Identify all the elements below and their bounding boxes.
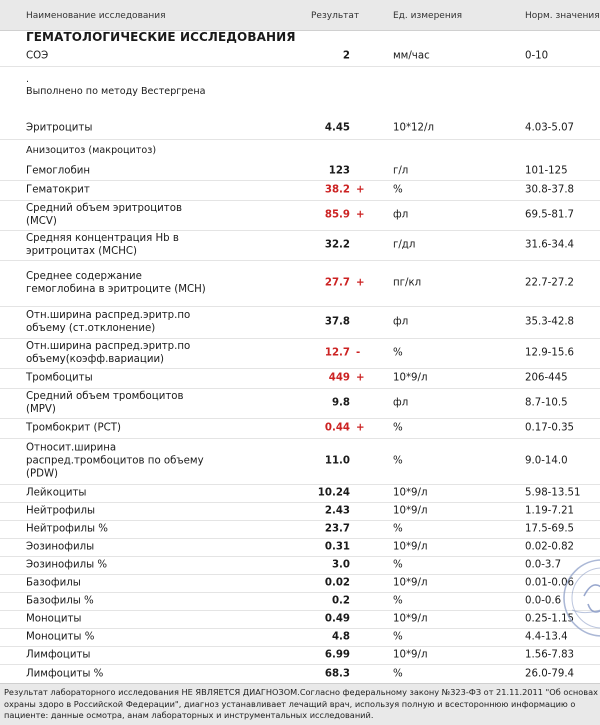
test-result: 32.2: [324, 239, 350, 251]
test-unit: 10*9/л: [393, 541, 428, 553]
test-norm: 5.98-13.51: [525, 487, 581, 499]
header-result: Результат: [311, 11, 360, 21]
test-norm: 9.0-14.0: [525, 455, 568, 467]
disclaimer-footer: [0, 683, 600, 725]
test-unit: фл: [393, 397, 409, 409]
test-unit: %: [393, 184, 403, 196]
table-row: [0, 538, 600, 557]
table-row: [0, 117, 600, 140]
test-result: 10.24: [317, 487, 350, 499]
test-name: Моноциты %: [26, 631, 95, 643]
table-row: [0, 230, 600, 261]
abnormal-flag: +: [356, 209, 365, 221]
test-name: Эозинофилы %: [26, 559, 108, 571]
note-dot: .: [26, 74, 30, 85]
test-name: Лимфоциты %: [26, 668, 104, 680]
test-unit: г/дл: [393, 239, 416, 251]
abnormal-flag: +: [356, 277, 365, 289]
abnormal-flag: -: [356, 347, 361, 359]
test-unit: фл: [393, 209, 409, 221]
test-norm: 8.7-10.5: [525, 397, 568, 409]
table-row: [0, 556, 600, 575]
test-name: Гемоглобин: [26, 165, 91, 177]
test-unit: %: [393, 455, 403, 467]
test-norm: 0.0-3.7: [525, 559, 562, 571]
table-row: [0, 338, 600, 369]
test-result: 2.43: [324, 505, 350, 517]
test-unit: %: [393, 422, 403, 434]
test-norm: 1.56-7.83: [525, 649, 575, 661]
test-result: 0.02: [324, 577, 350, 589]
test-result: 0.31: [324, 541, 350, 553]
test-result: 11.0: [324, 455, 350, 467]
test-result: 0.44: [324, 422, 350, 434]
test-unit: 10*9/л: [393, 577, 428, 589]
test-unit: 10*9/л: [393, 487, 428, 499]
abnormal-flag: +: [356, 184, 365, 196]
test-result: 449: [328, 372, 350, 384]
test-norm: 0.01-0.06: [525, 577, 575, 589]
test-name: Средний объем тромбоцитов (MPV): [26, 391, 184, 415]
test-name: СОЭ: [26, 50, 49, 62]
test-unit: %: [393, 559, 403, 571]
test-norm: 35.3-42.8: [525, 316, 575, 328]
table-row: [0, 180, 600, 201]
test-name: Средняя концентрация Hb в эритроцитах (MCHC): [26, 233, 179, 257]
test-result: 6.99: [324, 649, 350, 661]
test-norm: 69.5-81.7: [525, 209, 575, 221]
test-unit: %: [393, 347, 403, 359]
table-row: [0, 162, 600, 181]
test-result: 85.9: [324, 209, 350, 221]
stamp-seal: [556, 552, 600, 642]
table-row: [0, 502, 600, 521]
test-result: 0.2: [331, 595, 350, 607]
test-unit: 10*9/л: [393, 649, 428, 661]
header-norm: Норм. значения: [525, 11, 600, 21]
test-name: Относит.ширина распред.тромбоцитов по объему (PDW): [26, 442, 204, 480]
table-row: [0, 418, 600, 439]
test-unit: пг/кл: [393, 277, 422, 289]
table-row: [0, 574, 600, 593]
test-unit: 10*9/л: [393, 613, 428, 625]
test-unit: %: [393, 631, 403, 643]
table-row: [0, 520, 600, 539]
table-header: [0, 0, 600, 31]
test-name: Эозинофилы: [26, 541, 95, 553]
test-norm: 12.9-15.6: [525, 347, 575, 359]
test-result: 0.49: [324, 613, 350, 625]
table-row: [0, 592, 600, 611]
test-result: 27.7: [324, 277, 350, 289]
table-row: [0, 438, 600, 485]
test-unit: мм/час: [393, 50, 430, 62]
test-name: Тромбоциты: [26, 372, 93, 384]
test-norm: 17.5-69.5: [525, 523, 575, 535]
test-norm: 0.25-1.15: [525, 613, 575, 625]
table-row: [0, 610, 600, 629]
table-row: [0, 664, 600, 685]
test-unit: г/л: [393, 165, 409, 177]
header-unit: Ед. измерения: [393, 11, 462, 21]
test-result: 37.8: [324, 316, 350, 328]
table-row: [0, 484, 600, 503]
table-row: [0, 306, 600, 339]
test-result: 123: [328, 165, 350, 177]
test-norm: 0.17-0.35: [525, 422, 575, 434]
section-title: ГЕМАТОЛОГИЧЕСКИЕ ИССЛЕДОВАНИЯ: [26, 30, 296, 44]
test-norm: 101-125: [525, 165, 568, 177]
test-norm: 31.6-34.4: [525, 239, 575, 251]
test-name: Средний объем эритроцитов (MCV): [26, 203, 182, 227]
header-name: Наименование исследования: [26, 11, 166, 21]
test-result: 4.8: [331, 631, 350, 643]
test-name: Тромбокрит (PCT): [26, 422, 121, 434]
test-unit: %: [393, 668, 403, 680]
test-result: 4.45: [324, 122, 350, 134]
test-norm: 1.19-7.21: [525, 505, 575, 517]
disclaimer-text: Результат лабораторного исследования НЕ ЯВЛЯЕТСЯ ДИАГНОЗОМ.Согласно федеральному закону №323-ФЗ от 21.11.2011 "Об основах охраны здоро в Российской Федерации", диагноз устанавливает лечащий врач, используя полную и всестороннюю информацию о пациенте: данные осмотра, анам лабораторных и инструментальных исследований.: [4, 687, 598, 720]
table-row: [0, 646, 600, 665]
test-unit: 10*9/л: [393, 372, 428, 384]
test-name: Моноциты: [26, 613, 82, 625]
note-anisocytosis: Анизоцитоз (макроцитоз): [26, 145, 157, 156]
table-row: [0, 628, 600, 647]
table-row: [0, 368, 600, 389]
test-name: Базофилы: [26, 577, 81, 589]
test-name: Гематокрит: [26, 184, 90, 196]
test-norm: 0.0-0.6: [525, 595, 562, 607]
test-name: Отн.ширина распред.эритр.по объему (ст.отклонение): [26, 310, 191, 334]
test-name: Отн.ширина распред.эритр.по объему(коэфф.вариации): [26, 341, 191, 365]
test-name: Базофилы %: [26, 595, 94, 607]
test-result: 3.0: [331, 559, 350, 571]
abnormal-flag: +: [356, 372, 365, 384]
test-norm: 4.03-5.07: [525, 122, 575, 134]
test-norm: 30.8-37.8: [525, 184, 575, 196]
test-unit: фл: [393, 316, 409, 328]
test-name: Лимфоциты: [26, 649, 91, 661]
test-unit: %: [393, 595, 403, 607]
note-method: Выполнено по методу Вестергрена: [26, 86, 206, 97]
test-norm: 22.7-27.2: [525, 277, 575, 289]
test-result: 12.7: [324, 347, 350, 359]
test-unit: %: [393, 523, 403, 535]
test-norm: 0-10: [525, 50, 549, 62]
test-norm: 0.02-0.82: [525, 541, 575, 553]
test-result: 68.3: [324, 668, 350, 680]
test-unit: 10*9/л: [393, 505, 428, 517]
test-name: Среднее содержание гемоглобина в эритроците (MCH): [26, 271, 206, 295]
test-name: Нейтрофилы %: [26, 523, 108, 535]
test-result: 2: [342, 50, 350, 62]
test-result: 23.7: [324, 523, 350, 535]
table-row: [0, 388, 600, 419]
test-result: 38.2: [324, 184, 350, 196]
test-result: 9.8: [331, 397, 350, 409]
test-norm: 206-445: [525, 372, 568, 384]
test-name: Нейтрофилы: [26, 505, 96, 517]
abnormal-flag: +: [356, 422, 365, 434]
test-norm: 26.0-79.4: [525, 668, 575, 680]
table-row: [0, 260, 600, 307]
test-name: Эритроциты: [26, 122, 93, 134]
test-unit: 10*12/л: [393, 122, 434, 134]
test-norm: 4.4-13.4: [525, 631, 568, 643]
table-row: [0, 200, 600, 231]
test-name: Лейкоциты: [26, 487, 87, 499]
table-row: [0, 46, 600, 67]
